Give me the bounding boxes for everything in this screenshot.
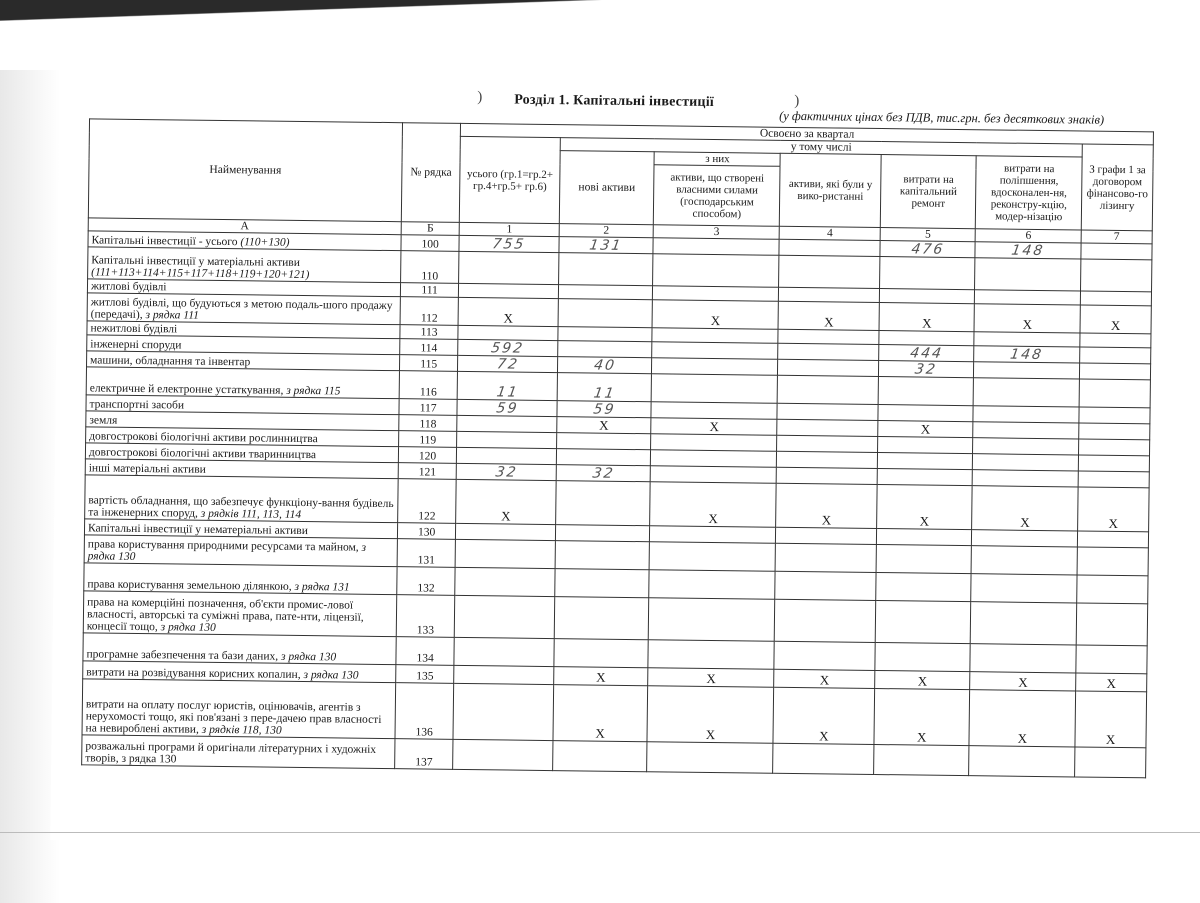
value-cell-c4[interactable] [776, 483, 877, 528]
row-code: 132 [397, 567, 456, 596]
row-label-text: права користування природними ресурсами та майном, [87, 538, 362, 554]
value-cell-c5[interactable] [880, 241, 976, 258]
value-cell-c1[interactable] [454, 665, 554, 684]
value-cell-c2[interactable] [557, 417, 652, 434]
row-label-reference: (111+113+114+115+117+118+119+120+121) [91, 266, 310, 282]
value-cell-c5[interactable] [877, 453, 973, 470]
value-cell-c1[interactable] [456, 479, 556, 524]
row-label-reference: (110+130) [240, 236, 290, 249]
row-label-reference: з рядка 131 [294, 580, 350, 594]
value-cell-c2[interactable] [556, 481, 651, 526]
value-cell-c3[interactable] [653, 286, 779, 302]
header-improvement: витрати на поліпшення, вдосконален-ня, реконстру-кцію, модер-нізацію [976, 156, 1083, 230]
value-cell-c3[interactable] [650, 526, 776, 544]
value-cell-c4[interactable] [776, 527, 877, 544]
value-cell-c6[interactable] [973, 422, 1079, 439]
not-applicable-mark: X [1018, 674, 1028, 690]
row-label-reference: з рядка 111 [145, 309, 199, 322]
header-own-forces: активи, що створені власними силами (господарським способом) [654, 165, 781, 227]
value-cell-c3[interactable] [649, 542, 776, 572]
section-title: Розділ 1. Капітальні інвестиції [514, 92, 715, 110]
not-applicable-mark: X [1105, 731, 1116, 747]
value-cell-c7[interactable] [1081, 259, 1152, 292]
col-index: 3 [653, 225, 779, 240]
header-used-assets: активи, які були у вико-ристанні [780, 153, 881, 227]
value-cell-c3[interactable] [651, 374, 778, 404]
value-cell-c5[interactable] [877, 469, 973, 486]
value-cell-c6[interactable] [975, 290, 1081, 305]
value-cell-c6[interactable] [975, 242, 1081, 259]
col-index: 1 [460, 222, 560, 236]
value-cell-c6[interactable] [970, 644, 1076, 673]
value-cell-c5[interactable] [878, 405, 974, 422]
value-cell-c5[interactable] [879, 289, 975, 304]
value-cell-c6[interactable] [973, 438, 1079, 455]
value-cell-c2[interactable] [555, 541, 650, 570]
value-cell-c5[interactable] [879, 303, 975, 332]
row-code: 115 [399, 355, 458, 372]
cell-value: 592 [490, 340, 526, 357]
value-cell-c6[interactable] [971, 602, 1077, 645]
header-of-them: з них [654, 152, 780, 167]
cell-value: 11 [592, 385, 617, 402]
row-code: 112 [400, 297, 459, 326]
value-cell-c4[interactable] [778, 329, 879, 344]
not-applicable-mark: X [708, 510, 718, 527]
row-label-text: земля [89, 414, 118, 427]
value-cell-c1[interactable] [457, 415, 557, 432]
value-cell-c3[interactable] [649, 598, 776, 642]
value-cell-c2[interactable] [558, 285, 653, 300]
value-cell-c4[interactable] [775, 571, 876, 600]
value-cell-c1[interactable] [458, 325, 558, 340]
value-cell-c6[interactable] [972, 486, 1078, 531]
value-cell-c3[interactable] [652, 358, 778, 376]
value-cell-c7[interactable] [1081, 243, 1152, 260]
cell-value: 59 [495, 400, 520, 417]
paren-left: ) [477, 89, 483, 106]
cell-value: 11 [495, 384, 520, 401]
value-cell-c7[interactable] [1079, 439, 1150, 456]
value-cell-c6[interactable] [973, 454, 1079, 471]
value-cell-c4[interactable] [779, 287, 880, 302]
value-cell-c7[interactable] [1078, 455, 1149, 472]
row-code: 118 [399, 415, 458, 432]
cell-value: 476 [910, 241, 946, 258]
value-cell-c1[interactable] [458, 297, 558, 326]
value-cell-c5[interactable] [875, 643, 971, 672]
value-cell-c5[interactable] [874, 689, 970, 746]
value-cell-c7[interactable] [1078, 487, 1149, 532]
row-label-reference: з рядка 115 [286, 384, 341, 398]
row-code: 134 [396, 637, 455, 666]
value-cell-c7[interactable] [1080, 305, 1151, 334]
value-cell-c3[interactable] [648, 640, 775, 670]
value-cell-c6[interactable] [974, 332, 1080, 347]
value-cell-c1[interactable] [455, 539, 555, 568]
cell-value: 148 [1009, 346, 1045, 364]
not-applicable-mark: X [710, 312, 721, 329]
value-cell-c6[interactable] [974, 362, 1080, 379]
header-new-assets: нові активи [559, 151, 654, 225]
value-cell-c3[interactable] [651, 418, 777, 436]
row-code: 130 [397, 523, 456, 540]
value-cell-c4[interactable] [778, 375, 879, 404]
row-label-text: програмне забезпечення та бази даних, [86, 648, 282, 663]
row-label-text: машини, обладнання та інвентар [90, 354, 251, 369]
not-applicable-mark: X [819, 728, 829, 744]
not-applicable-mark: X [920, 421, 931, 437]
value-cell-c3[interactable] [649, 570, 776, 600]
value-cell-c5[interactable] [879, 331, 975, 346]
row-label-reference: з рядків 118, 130 [201, 723, 282, 737]
value-cell-c1[interactable] [453, 683, 553, 740]
value-cell-c1[interactable] [459, 251, 559, 284]
row-code: 110 [400, 251, 459, 284]
value-cell-c3[interactable] [647, 686, 774, 744]
value-cell-c4[interactable] [773, 687, 874, 744]
cell-value: 72 [495, 356, 520, 373]
value-cell-c5[interactable] [876, 529, 972, 546]
value-cell-c7[interactable] [1080, 291, 1151, 306]
value-cell-c6[interactable] [975, 258, 1081, 291]
not-applicable-mark: X [1106, 675, 1117, 691]
value-cell-c5[interactable] [874, 744, 970, 775]
value-cell-c4[interactable] [777, 451, 878, 468]
value-cell-c6[interactable] [969, 746, 1075, 777]
col-index: Б [401, 222, 460, 236]
value-cell-c7[interactable] [1077, 575, 1148, 604]
not-applicable-mark: X [709, 418, 719, 435]
value-cell-c4[interactable] [779, 239, 880, 256]
value-cell-c2[interactable] [555, 525, 650, 542]
row-code: 122 [398, 479, 457, 524]
value-cell-c7[interactable] [1077, 547, 1148, 576]
row-label-text: розважальні програми й оригінали літературних і художніх творів, з рядка 130 [85, 740, 377, 766]
value-cell-c6[interactable] [974, 346, 1080, 363]
cell-value: 32 [494, 464, 519, 481]
value-cell-c2[interactable] [554, 597, 649, 640]
not-applicable-mark: X [821, 512, 832, 528]
not-applicable-mark: X [1022, 316, 1033, 332]
row-code: 100 [401, 235, 460, 252]
not-applicable-mark: X [503, 310, 514, 326]
value-cell-c1[interactable] [459, 235, 559, 252]
row-label [84, 535, 397, 567]
row-label-text: житлові будівлі, що будуються з метою подаль-шого продажу (передачі), [90, 296, 393, 322]
header-including: у тому числі [560, 138, 1082, 157]
not-applicable-mark: X [1108, 515, 1119, 531]
row-label [83, 633, 396, 665]
cell-value: 444 [908, 345, 945, 362]
not-applicable-mark: X [595, 725, 605, 741]
investments-table [81, 118, 1154, 778]
row-label-text: довгострокові біологічні активи рослинництва [89, 430, 318, 446]
value-cell-c2[interactable] [556, 449, 651, 466]
value-cell-c6[interactable] [974, 378, 1080, 407]
row-label [84, 563, 397, 595]
not-applicable-mark: X [824, 314, 834, 330]
value-cell-c7[interactable] [1080, 347, 1151, 364]
row-code: 135 [396, 665, 455, 684]
row-label-text: транспортні засоби [89, 398, 185, 412]
header-row-no: № рядка [401, 123, 461, 223]
row-code: 136 [395, 683, 454, 740]
value-cell-c4[interactable] [777, 403, 878, 420]
row-label-text: вартість обладнання, що забезпечує функціону-вання будівель та інженерних споруд, [88, 494, 394, 520]
not-applicable-mark: X [706, 670, 716, 687]
value-cell-c3[interactable] [650, 482, 777, 528]
not-applicable-mark: X [705, 726, 716, 743]
value-cell-c1[interactable] [455, 567, 555, 596]
value-cell-c7[interactable] [1080, 363, 1151, 380]
value-cell-c3[interactable] [652, 300, 779, 330]
paren-right: ) [794, 92, 800, 110]
value-cell-c5[interactable] [876, 545, 972, 574]
row-label [88, 247, 401, 283]
value-cell-c2[interactable] [559, 237, 654, 254]
value-cell-c4[interactable] [774, 641, 875, 670]
units-note: (у фактичних цінах без ПДВ, тис.грн. без десяткових знаків) [779, 108, 1105, 127]
value-cell-c4[interactable] [773, 743, 874, 774]
cell-value: 32 [591, 465, 616, 482]
cell-value: 131 [588, 237, 624, 254]
value-cell-c2[interactable] [557, 357, 652, 374]
row-label [82, 735, 395, 769]
not-applicable-mark: X [599, 417, 609, 433]
value-cell-c7[interactable] [1079, 379, 1150, 408]
row-label-text: Капітальні інвестиції у нематеріальні активи [87, 522, 308, 538]
row-code: 133 [396, 595, 455, 638]
col-index: 2 [559, 224, 654, 238]
row-label-reference: з рядка 130 [87, 541, 367, 563]
value-cell-c1[interactable] [456, 523, 556, 540]
value-cell-c3[interactable] [652, 342, 778, 360]
value-cell-c2[interactable] [555, 569, 650, 598]
row-label-text: нежитлові будівлі [90, 322, 178, 336]
value-cell-c5[interactable] [875, 601, 971, 644]
value-cell-c7[interactable] [1075, 691, 1147, 748]
value-cell-c3[interactable] [652, 328, 778, 344]
row-code: 116 [399, 371, 458, 400]
row-label [85, 475, 398, 523]
value-cell-c4[interactable] [779, 301, 880, 330]
value-cell-c1[interactable] [453, 739, 553, 770]
value-cell-c5[interactable] [878, 437, 974, 454]
row-label-text: Капітальні інвестиції у матеріальні активи [91, 254, 301, 269]
value-cell-c1[interactable] [458, 339, 558, 356]
value-cell-c2[interactable] [557, 373, 652, 402]
value-cell-c5[interactable] [877, 485, 973, 530]
header-mastered: Освоєно за квартал [461, 123, 1154, 144]
table-body [82, 231, 1152, 778]
not-applicable-mark: X [501, 508, 511, 524]
row-code: 131 [397, 539, 456, 568]
value-cell-c4[interactable] [778, 359, 879, 376]
header-name: Найменування [88, 119, 402, 222]
row-label-reference: з рядка 130 [160, 621, 216, 634]
value-cell-c7[interactable] [1079, 423, 1150, 440]
value-cell-c7[interactable] [1075, 747, 1146, 778]
scan-bottom-edge [0, 832, 1200, 833]
value-cell-c2[interactable] [558, 299, 653, 328]
value-cell-c4[interactable] [777, 467, 878, 484]
col-index: 7 [1081, 230, 1152, 244]
value-cell-c3[interactable] [651, 450, 777, 468]
value-cell-c4[interactable] [779, 255, 880, 288]
value-cell-c6[interactable] [973, 406, 1079, 423]
value-cell-c5[interactable] [880, 257, 976, 290]
row-label [82, 679, 396, 739]
row-label-reference: з рядка 130 [280, 650, 337, 664]
value-cell-c4[interactable] [777, 419, 878, 436]
value-cell-c1[interactable] [457, 463, 557, 480]
not-applicable-mark: X [1020, 514, 1030, 530]
row-code: 117 [399, 399, 458, 416]
value-cell-c2[interactable] [558, 327, 653, 342]
value-cell-c4[interactable] [775, 599, 876, 642]
value-cell-c5[interactable] [876, 573, 972, 602]
value-cell-c6[interactable] [971, 546, 1077, 575]
value-cell-c2[interactable] [557, 401, 652, 418]
header-capital-repair: витрати на капітальний ремонт [880, 155, 976, 229]
row-label-text: електричне й електронне устаткування, [89, 382, 287, 397]
value-cell-c6[interactable] [969, 690, 1075, 747]
col-index: 6 [976, 229, 1082, 243]
value-cell-c2[interactable] [554, 667, 649, 686]
cell-value: 32 [914, 361, 939, 378]
row-label-text: інші матеріальні активи [88, 462, 206, 476]
value-cell-c1[interactable] [454, 637, 554, 666]
form-page [50, 40, 1170, 854]
cell-value: 40 [592, 357, 617, 374]
value-cell-c1[interactable] [458, 371, 558, 400]
value-cell-c7[interactable] [1076, 603, 1147, 646]
value-cell-c2[interactable] [554, 639, 649, 668]
cell-value: 148 [1010, 242, 1046, 260]
not-applicable-mark: X [1110, 317, 1121, 333]
cell-value: 59 [591, 401, 617, 418]
row-label-text: житлові будівлі [90, 280, 167, 294]
row-label-text: довгострокові біологічні активи тваринництва [88, 446, 317, 462]
value-cell-c2[interactable] [553, 741, 648, 772]
value-cell-c2[interactable] [558, 253, 653, 286]
value-cell-c3[interactable] [650, 466, 776, 484]
value-cell-c2[interactable] [558, 341, 653, 358]
row-label-text: витрати на розвідування корисних копалин, [86, 666, 304, 682]
value-cell-c6[interactable] [973, 470, 1079, 487]
row-code: 119 [398, 431, 457, 448]
row-label-reference: з рядків 111, 113, 114 [200, 507, 302, 521]
not-applicable-mark: X [819, 672, 830, 688]
row-code: 111 [400, 283, 459, 298]
value-cell-c5[interactable] [875, 671, 971, 690]
row-label-reference: з рядка 130 [303, 669, 359, 682]
value-cell-c6[interactable] [972, 530, 1078, 547]
row-code: 114 [400, 339, 459, 356]
header-total: усього (гр.1=гр.2+ гр.4+гр.5+ гр.6) [460, 136, 561, 223]
value-cell-c1[interactable] [458, 355, 558, 372]
value-cell-c4[interactable] [774, 669, 875, 688]
not-applicable-mark: X [1017, 730, 1028, 746]
value-cell-c2[interactable] [553, 685, 648, 742]
value-cell-c1[interactable] [457, 431, 557, 448]
value-cell-c3[interactable] [653, 238, 779, 256]
col-index: 5 [880, 228, 976, 242]
value-cell-c4[interactable] [776, 543, 877, 572]
value-cell-c3[interactable] [648, 668, 774, 688]
not-applicable-mark: X [919, 513, 930, 529]
value-cell-c3[interactable] [647, 742, 774, 774]
value-cell-c4[interactable] [778, 343, 879, 360]
cell-value: 755 [491, 236, 527, 253]
value-cell-c3[interactable] [651, 434, 777, 452]
not-applicable-mark: X [596, 669, 606, 685]
row-label-text: витрати на оплату послуг юристів, оцінювачів, агентів з нерухомості тощо, які пов'язані з пере-дачею прав власності на невироблені активи, [85, 698, 382, 736]
value-cell-c5[interactable] [878, 361, 974, 378]
value-cell-c2[interactable] [556, 433, 651, 450]
not-applicable-mark: X [916, 729, 927, 745]
row-label [86, 367, 399, 399]
value-cell-c4[interactable] [777, 435, 878, 452]
row-label-text: права користування земельною ділянкою, [87, 578, 295, 593]
value-cell-c7[interactable] [1077, 531, 1148, 548]
value-cell-c1[interactable] [455, 595, 555, 638]
value-cell-c1[interactable] [459, 283, 559, 298]
value-cell-c2[interactable] [556, 465, 651, 482]
row-code: 120 [398, 447, 457, 464]
row-label-text: права на комерційні позначення, об'єкти промис-лової власності, авторські та суміжні права, пате-нти, ліцензії, концесії тощо, [86, 596, 364, 634]
not-applicable-mark: X [922, 315, 932, 331]
row-label-text: інженерні споруди [90, 338, 182, 352]
value-cell-c3[interactable] [653, 254, 780, 288]
value-cell-c7[interactable] [1076, 673, 1147, 692]
col-index: 4 [780, 226, 881, 240]
header-leasing: З графи 1 за договором фінансово-го лізингу [1081, 144, 1153, 231]
value-cell-c5[interactable] [878, 377, 974, 406]
row-label [83, 591, 396, 637]
value-cell-c3[interactable] [651, 402, 777, 420]
row-code: 137 [395, 739, 454, 770]
row-code: 113 [400, 325, 459, 340]
value-cell-c1[interactable] [457, 447, 557, 464]
value-cell-c6[interactable] [971, 574, 1077, 603]
value-cell-c7[interactable] [1079, 407, 1150, 424]
not-applicable-mark: X [917, 673, 928, 689]
value-cell-c6[interactable] [970, 672, 1076, 691]
row-label-text: Капітальні інвестиції - усього [91, 234, 241, 249]
value-cell-c5[interactable] [878, 421, 974, 438]
value-cell-c7[interactable] [1078, 471, 1149, 488]
col-index: А [88, 218, 401, 235]
value-cell-c6[interactable] [974, 304, 1080, 333]
row-label [87, 293, 400, 325]
value-cell-c7[interactable] [1076, 645, 1147, 674]
value-cell-c1[interactable] [457, 399, 557, 416]
row-code: 121 [398, 463, 457, 480]
value-cell-c7[interactable] [1080, 333, 1151, 348]
value-cell-c5[interactable] [879, 345, 975, 362]
